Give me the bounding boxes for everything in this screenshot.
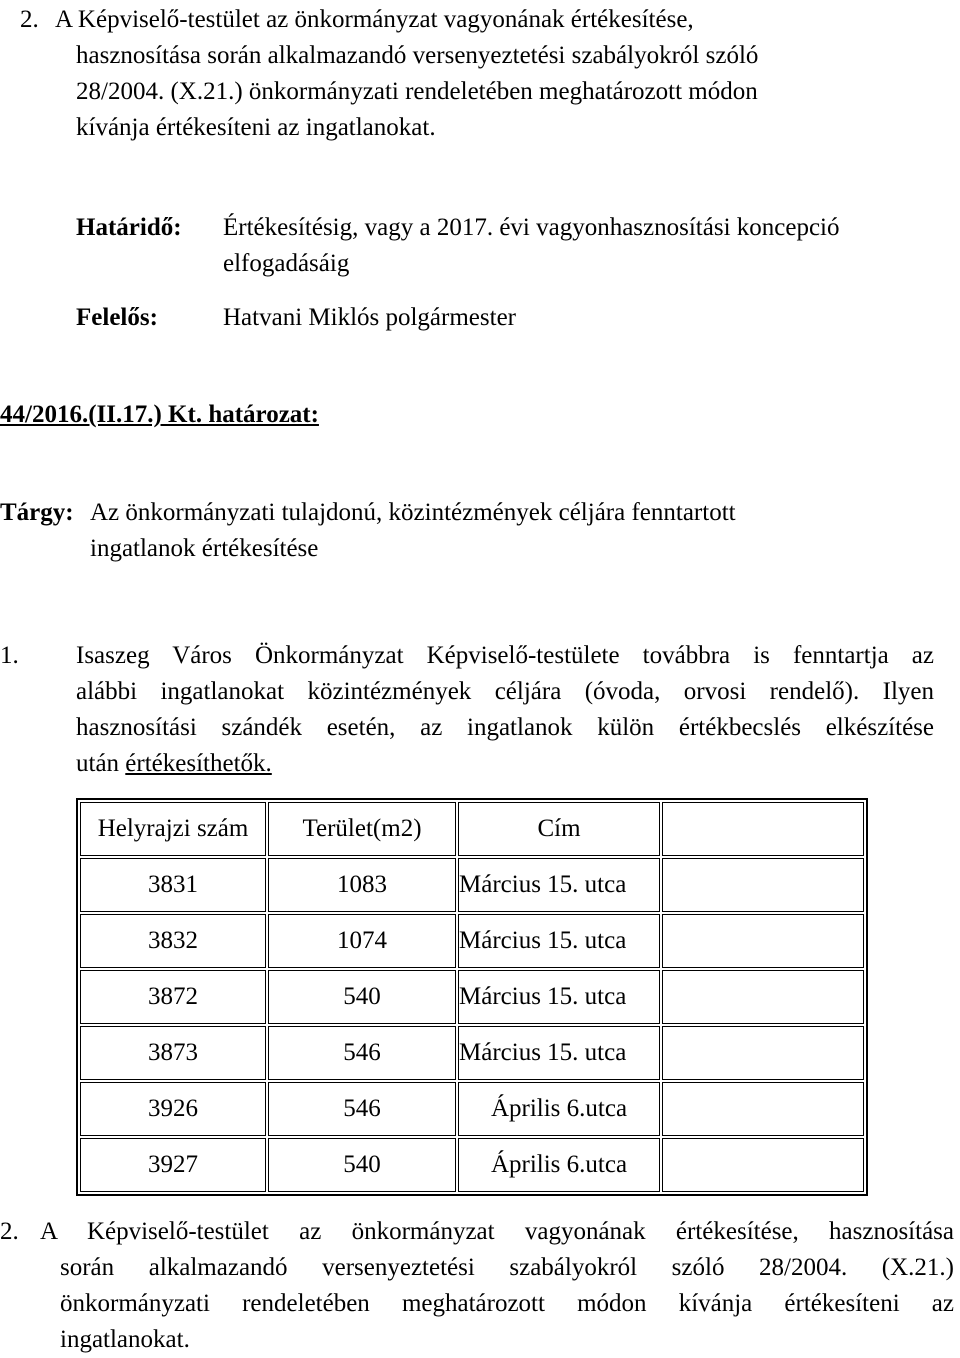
section-2-top-line: kívánja értékesíteni az ingatlanokat. (76, 114, 436, 141)
cell-area: 546 (268, 1026, 456, 1080)
cell-address: Március 15. utca (458, 970, 660, 1024)
point-1-number: 1. (0, 642, 19, 669)
section-2-bottom-line: A Képviselő-testület az önkormányzat vagyonának értékesítése, hasznosítása (40, 1218, 954, 1245)
header-helyrajzi-szam: Helyrajzi szám (80, 802, 266, 856)
responsible-label: Felelős: (76, 304, 158, 331)
cell-hrsz: 3873 (80, 1026, 266, 1080)
subject-label: Tárgy: (0, 499, 74, 526)
section-2-bottom-number: 2. (0, 1218, 19, 1245)
resolution-title: 44/2016.(II.17.) Kt. határozat: (0, 401, 319, 428)
point-1-last-prefix: után (76, 750, 126, 777)
property-table (76, 798, 868, 1196)
cell-area: 540 (268, 1138, 456, 1192)
section-2-bottom-line: ingatlanokat. (60, 1326, 190, 1353)
point-1-line: hasznosítási szándék esetén, az ingatlanok külön értékbecslés elkészítése (76, 714, 934, 741)
cell-hrsz: 3872 (80, 970, 266, 1024)
cell-area: 1083 (268, 858, 456, 912)
subject-text: Az önkormányzati tulajdonú, közintézmények céljára fenntartott (90, 499, 736, 526)
header-terulet: Terület(m2) (268, 802, 456, 856)
cell-area: 540 (268, 970, 456, 1024)
table-row (80, 914, 864, 968)
deadline-value-cont: elfogadásáig (223, 250, 350, 277)
cell-area: 1074 (268, 914, 456, 968)
cell-empty (662, 914, 864, 968)
deadline-value: Értékesítésig, vagy a 2017. évi vagyonhasznosítási koncepció (223, 214, 840, 241)
point-1-last-line (76, 746, 272, 782)
point-1-line: alábbi ingatlanokat közintézmények céljára (óvoda, orvosi rendelő). Ilyen (76, 678, 934, 705)
cell-area: 546 (268, 1082, 456, 1136)
cell-hrsz: 3832 (80, 914, 266, 968)
cell-empty (662, 970, 864, 1024)
table-row (80, 1138, 864, 1192)
cell-address: Március 15. utca (458, 914, 660, 968)
section-2-bottom-line: során alkalmazandó versenyeztetési szabályokról szóló 28/2004. (X.21.) (60, 1254, 954, 1281)
cell-empty (662, 1138, 864, 1192)
table-row (80, 858, 864, 912)
deadline-label: Határidő: (76, 214, 182, 241)
table-row (80, 1082, 864, 1136)
subject-text-cont: ingatlanok értékesítése (90, 535, 319, 562)
table-header-row (80, 802, 864, 856)
table-row (80, 970, 864, 1024)
cell-hrsz: 3926 (80, 1082, 266, 1136)
cell-address: Április 6.utca (458, 1138, 660, 1192)
section-2-top-line: 28/2004. (X.21.) önkormányzati rendeletében meghatározott módon (76, 78, 758, 105)
cell-address: Március 15. utca (458, 1026, 660, 1080)
cell-address: Március 15. utca (458, 858, 660, 912)
point-1-line: Isaszeg Város Önkormányzat Képviselő-testülete továbbra is fenntartja az (76, 642, 934, 669)
header-cim: Cím (458, 802, 660, 856)
table-row (80, 1026, 864, 1080)
cell-hrsz: 3927 (80, 1138, 266, 1192)
point-1-last-underlined: értékesíthetők. (125, 750, 272, 777)
responsible-value: Hatvani Miklós polgármester (223, 304, 516, 331)
header-empty (662, 802, 864, 856)
cell-empty (662, 1026, 864, 1080)
section-2-top-number: 2. (20, 6, 39, 33)
section-2-bottom-line: önkormányzati rendeletében meghatározott módon kívánja értékesíteni az (60, 1290, 954, 1317)
cell-empty (662, 1082, 864, 1136)
section-2-top-line: A Képviselő-testület az önkormányzat vagyonának értékesítése, (55, 6, 694, 33)
cell-address: Április 6.utca (458, 1082, 660, 1136)
section-2-top-line: hasznosítása során alkalmazandó versenyeztetési szabályokról szóló (76, 42, 759, 69)
cell-hrsz: 3831 (80, 858, 266, 912)
cell-empty (662, 858, 864, 912)
